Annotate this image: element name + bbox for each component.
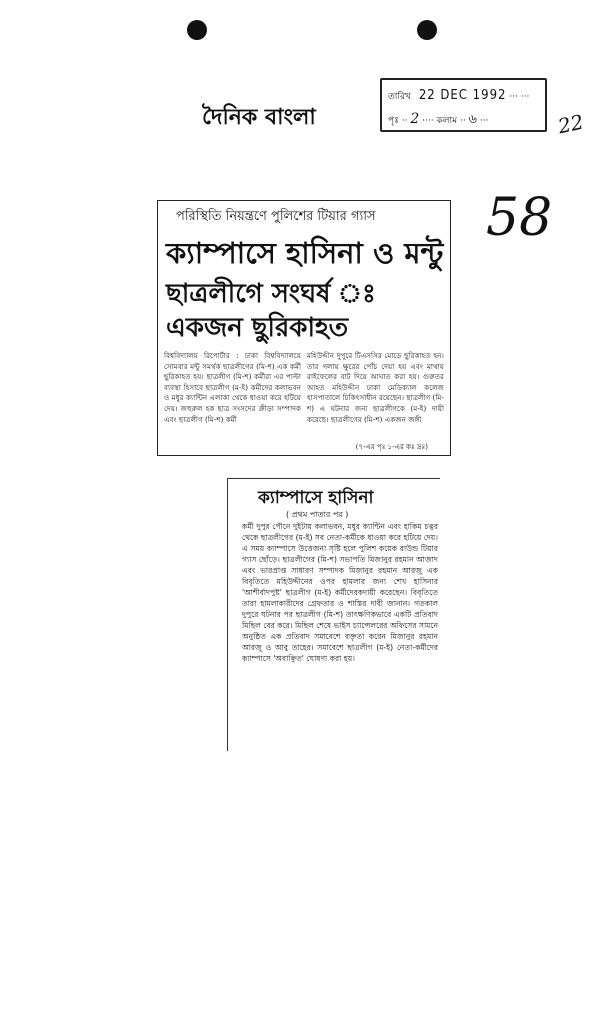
stamp-page: 2 bbox=[410, 111, 420, 127]
stamp-date: 22 DEC 1992 bbox=[418, 88, 507, 103]
article-body-column-2: মহিউদ্দীন দুপুরে টিএসসির মোড়ে ছুরিকাহত হন। তার গলায় ক্ষুরের পোঁচ দেয়া হয় এবং মাথায় রাইফেলের বাট দিয়ে আঘাত করা হয়। গুরুতর আহত মহিউদ্দীন ঢাকা মেডিক্যাল কলেজ হাসপাতালে চিকিৎসাধীন রয়েছেন। ছাত্রলীগ (মি-শ) এ ঘটনার জন্য ছাত্রলীগকে (ম-ই) দায়ী করেছে। ছাত্রলীগের (মি-শ) একজন জঙ্গী bbox=[307, 351, 444, 424]
date-label: তারিখ bbox=[388, 92, 411, 102]
continued-subtitle: ( প্রথম পাতার পর ) bbox=[286, 510, 349, 519]
page-label: পৃঃ bbox=[388, 116, 399, 126]
newspaper-masthead: দৈনিক বাংলা bbox=[202, 105, 316, 130]
punch-hole-left bbox=[187, 20, 207, 40]
continued-article bbox=[227, 478, 440, 751]
continued-body: কর্মী দুপুর পৌনে দুইটায় কলাভবন, মধুর ক্যান্টিন এবং হাকিম চত্বর থেকে ছাত্রলীগের (ম-ই) সব নেতা-কর্মীকে ধাওয়া করে হটিয়ে দেয়। এ সময় ক্যাম্পাসে উত্তেজনা সৃষ্টি হলে পুলিশ কয়েক রাউন্ড টিয়ার গ্যাস ছোঁড়ে। ছাত্রলীগের (মি-শ) সভাপতি মিজানুর রহমান আজাদ এবং ভারপ্রাপ্ত সাধারণ সম্পাদক মিজানুর রহমান আরজু এক বিবৃতিতে মহিউদ্দীনের ওপর হামলার জন্য শেখ হাসিনার 'আশীর্বাদপুষ্ট' ছাত্রলীগ (ম-ই) কর্মীদেরকদায়ী করেছেন। বিবৃতিতে তারা হামলাকারীদের গ্রেফতার ও শাস্তির দাবী জানান। গতকাল দুপুরে ঘটনার পর ছাত্রলীগ (মি-শ) তাৎক্ষণিকভাবে একটি প্রতিবাদ মিছিল বের করে। মিছিল শেষে ভাইস চ্যান্সেলরের অফিসের সামনে অনুষ্ঠিত এক প্রতিবাদ সমাবেশে বক্তৃতা করেন মিজানুর রহমান আরজু ও আবু তাহের। সমাবেশে ছাত্রলীগ (ম-ই) নেতা-কর্মীদের ক্যাম্পাসে 'অবাঞ্ছিত' ঘোষণা করা হয়। bbox=[242, 522, 438, 663]
headline-line-3: একজন ছুরিকাহত bbox=[166, 313, 349, 343]
article-body bbox=[164, 351, 444, 425]
continuation-note: (৭-এর পৃঃ ১-এর কঃ দ্রঃ) bbox=[355, 443, 428, 451]
handwritten-number-top: 22 bbox=[555, 109, 586, 139]
main-article bbox=[157, 200, 451, 456]
article-body-column-1: বিশ্ববিদ্যালয় রিপোর্টার : ঢাকা বিশ্ববিদ্যালয়ে সোমবার মন্টু সমর্থক ছাত্রলীগের (মি-শ) এক কর্মী ছুরিকাহত হয়। ছাত্রলীগ (মি-শ) কর্মীরা এর পাল্টা ব্যবস্থা হিসাবে ছাত্রলীগ (ম-ই) কর্মীদের কলাভবন ও মধুর ক্যান্টিন এলাকা থেকে ধাওয়া করে হটিয়ে দেয়। জহুরুল হক ছাত্র সংসদের ক্রীড়া সম্পাদক এবং ছাত্রলীগ (মি-শ) কর্মী bbox=[164, 351, 301, 424]
handwritten-clip-number: 58 bbox=[486, 188, 553, 248]
headline-line-2: ছাত্রলীগে সংঘর্ষ ঃ bbox=[166, 279, 376, 309]
stamp-column: ৬ bbox=[468, 112, 477, 127]
headline-line-1: ক্যাম্পাসে হাসিনা ও মন্টু bbox=[166, 236, 444, 270]
continued-title: ক্যাম্পাসে হাসিনা bbox=[258, 488, 374, 508]
date-stamp: তারিখ 22 DEC 1992 ··· ··· পৃঃ ·· 2 ···· কলাম ·· ৬ ··· bbox=[380, 78, 547, 132]
column-label: কলাম bbox=[436, 116, 458, 126]
article-kicker: পরিস্থিতি নিয়ন্ত্রণে পুলিশের টিয়ার গ্যাস bbox=[176, 209, 376, 224]
punch-hole-right bbox=[417, 20, 437, 40]
